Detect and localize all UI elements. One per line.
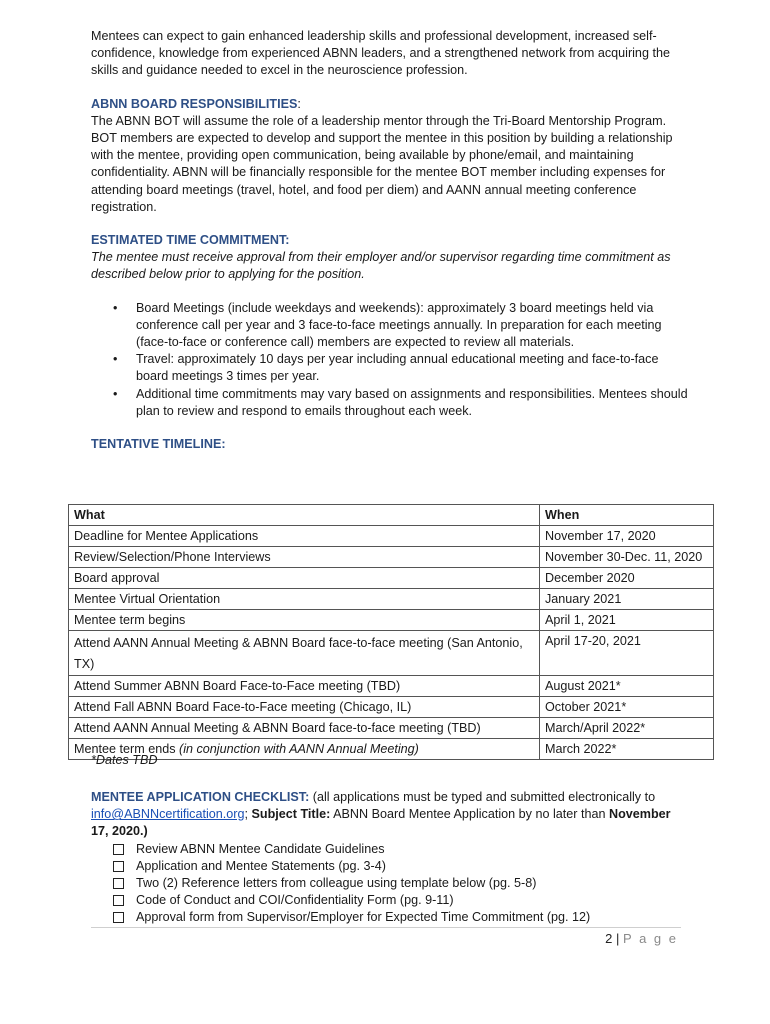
checklist-item <box>91 841 691 858</box>
intro-paragraph: Mentees can expect to gain enhanced leadership skills and professional development, increased self-confidence, knowledge from experienced ABNN leaders, and a strengthened network from acquiring the skills and guidance needed to excel in the neuroscience profession. <box>91 29 670 78</box>
cell-when: November 17, 2020 <box>540 526 714 547</box>
subject-label: Subject Title: <box>251 807 331 822</box>
bullet-text: Board Meetings (include weekdays and weekends): approximately 3 board meetings held via conference call per year and 3 face-to-face meetings annually. In preparation for each meeting (face-to-face or conference call) members are expected to review all materials. <box>136 300 662 350</box>
board-heading: ABNN BOARD RESPONSIBILITIES <box>91 96 298 111</box>
cell-what: Mentee term begins <box>69 610 540 631</box>
cell-what: Attend Summer ABNN Board Face-to-Face meeting (TBD) <box>69 676 540 697</box>
document-body <box>91 28 691 453</box>
checklist-intro <box>91 789 691 841</box>
column-header-what: What <box>69 505 540 526</box>
table-row <box>69 568 714 589</box>
checklist-item-label: Code of Conduct and COI/Confidentiality Form (pg. 9-11) <box>136 893 454 908</box>
table-row <box>69 739 714 760</box>
checkbox-icon[interactable] <box>113 912 124 923</box>
checklist-heading: MENTEE APPLICATION CHECKLIST: <box>91 790 310 804</box>
cell-what-text: Mentee term ends <box>74 742 179 756</box>
cell-when: January 2021 <box>540 589 714 610</box>
cell-when: April 1, 2021 <box>540 610 714 631</box>
time-note: The mentee must receive approval from their employer and/or supervisor regarding time commitment as described below prior to applying for the position. <box>91 250 671 282</box>
board-paragraph: The ABNN BOT will assume the role of a leadership mentor through the Tri-Board Mentorship Program. BOT members are expected to develop and support the mentee in this position by building a relationship with the mentee, providing open communication, being available by phone/email, and maintaining confidentiality. ABNN will be financially responsible for the mentee BOT member including expenses for attending board meetings (travel, hotel, and food per diem) and AANN annual meeting conference registration. <box>91 113 673 214</box>
table-row <box>69 676 714 697</box>
list-item <box>91 351 691 385</box>
checklist-item <box>91 875 691 892</box>
timeline-section <box>91 436 691 453</box>
cell-what: Review/Selection/Phone Interviews <box>69 547 540 568</box>
checklist-item-label: Approval form from Supervisor/Employer for Expected Time Commitment (pg. 12) <box>136 910 591 925</box>
list-item <box>91 300 691 352</box>
cell-what: Deadline for Mentee Applications <box>69 526 540 547</box>
board-section <box>91 96 691 216</box>
checkbox-icon[interactable] <box>113 844 124 855</box>
checklist-items <box>91 841 691 927</box>
cell-when: March/April 2022* <box>540 718 714 739</box>
separator-text: ; <box>244 807 252 822</box>
email-link[interactable]: info@ABNNcertification.org <box>91 807 245 822</box>
table-row <box>69 697 714 718</box>
checkbox-icon[interactable] <box>113 878 124 889</box>
table-row <box>69 631 714 676</box>
column-header-when: When <box>540 505 714 526</box>
checkbox-icon[interactable] <box>113 861 124 872</box>
table-row <box>69 718 714 739</box>
dates-footnote: *Dates TBD <box>91 753 158 767</box>
cell-when: December 2020 <box>540 568 714 589</box>
checklist-section <box>91 789 691 927</box>
subject-text: ABNN Board Mentee Application by no later than <box>330 807 609 822</box>
page-footer <box>605 931 678 946</box>
cell-when: November 30-Dec. 11, 2020 <box>540 547 714 568</box>
page-label: P a g e <box>623 931 678 946</box>
footer-separator: | <box>616 931 620 946</box>
bullet-text: Travel: approximately 10 days per year including annual educational meeting and face-to-face board meetings 3 times per year. <box>136 352 659 384</box>
bullet-icon: • <box>113 300 118 315</box>
checklist-item <box>91 892 691 909</box>
cell-what: Attend Fall ABNN Board Face-to-Face meeting (Chicago, IL) <box>69 697 540 718</box>
list-item <box>91 386 691 420</box>
checkbox-icon[interactable] <box>113 895 124 906</box>
timeline-heading: TENTATIVE TIMELINE: <box>91 437 226 452</box>
cell-when: August 2021* <box>540 676 714 697</box>
cell-when: April 17-20, 2021 <box>540 631 714 676</box>
time-heading: ESTIMATED TIME COMMITMENT: <box>91 233 290 248</box>
table-row <box>69 589 714 610</box>
bullet-icon: • <box>113 386 118 401</box>
timeline-table <box>68 504 714 760</box>
cell-what: Attend AANN Annual Meeting & ABNN Board face-to-face meeting (San Antonio, TX) <box>69 631 540 676</box>
page-number: 2 <box>605 931 613 946</box>
cell-what-italic: (in conjunction with AANN Annual Meeting) <box>179 742 419 756</box>
board-heading-suffix: : <box>297 96 301 111</box>
checklist-item-label: Two (2) Reference letters from colleague using template below (pg. 5-8) <box>136 876 537 891</box>
time-bullet-list <box>91 300 691 420</box>
bullet-text: Additional time commitments may vary based on assignments and responsibilities. Mentees should plan to review and respond to emails throughout each week. <box>136 386 688 418</box>
time-section <box>91 232 691 420</box>
footer-divider <box>91 927 681 928</box>
cell-what: Board approval <box>69 568 540 589</box>
deadline-text: November 17, 2020.) <box>91 807 671 839</box>
checklist-item <box>91 909 691 926</box>
cell-when: March 2022* <box>540 739 714 760</box>
table-row <box>69 526 714 547</box>
checklist-item <box>91 858 691 875</box>
checklist-item-label: Review ABNN Mentee Candidate Guidelines <box>136 841 385 856</box>
table-row <box>69 610 714 631</box>
checklist-item-label: Application and Mentee Statements (pg. 3-4) <box>136 858 386 873</box>
checklist-intro-text: (all applications must be typed and submitted electronically to <box>309 790 656 804</box>
bullet-icon: • <box>113 352 118 367</box>
table-row <box>69 547 714 568</box>
cell-what: Mentee Virtual Orientation <box>69 589 540 610</box>
cell-when: October 2021* <box>540 697 714 718</box>
table-header-row <box>69 505 714 526</box>
cell-what: Attend AANN Annual Meeting & ABNN Board face-to-face meeting (TBD) <box>69 718 540 739</box>
